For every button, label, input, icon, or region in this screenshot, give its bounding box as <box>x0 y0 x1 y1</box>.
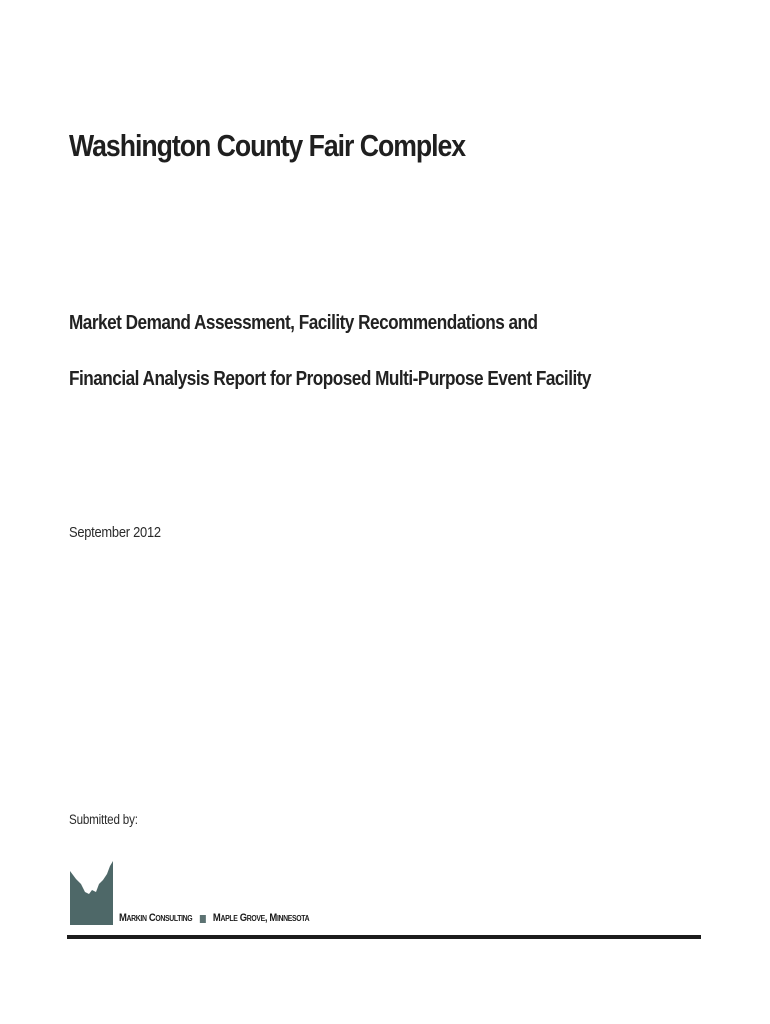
firm-location: Maple Grove, Minnesota <box>212 912 310 924</box>
firm-name: Markin Consulting <box>119 912 193 924</box>
report-subtitle-line-2: Financial Analysis Report for Proposed Multi-Purpose Event Facility <box>69 368 591 390</box>
submitted-by-label: Submitted by: <box>69 812 138 827</box>
report-date: September 2012 <box>69 524 161 541</box>
markin-consulting-logo-icon <box>70 861 114 925</box>
report-subtitle-line-1: Market Demand Assessment, Facility Recommendations and <box>69 312 538 334</box>
report-title: Washington County Fair Complex <box>69 128 466 163</box>
footer-rule <box>67 935 701 939</box>
firm-info-line <box>119 912 309 924</box>
separator-square-icon <box>200 915 206 923</box>
